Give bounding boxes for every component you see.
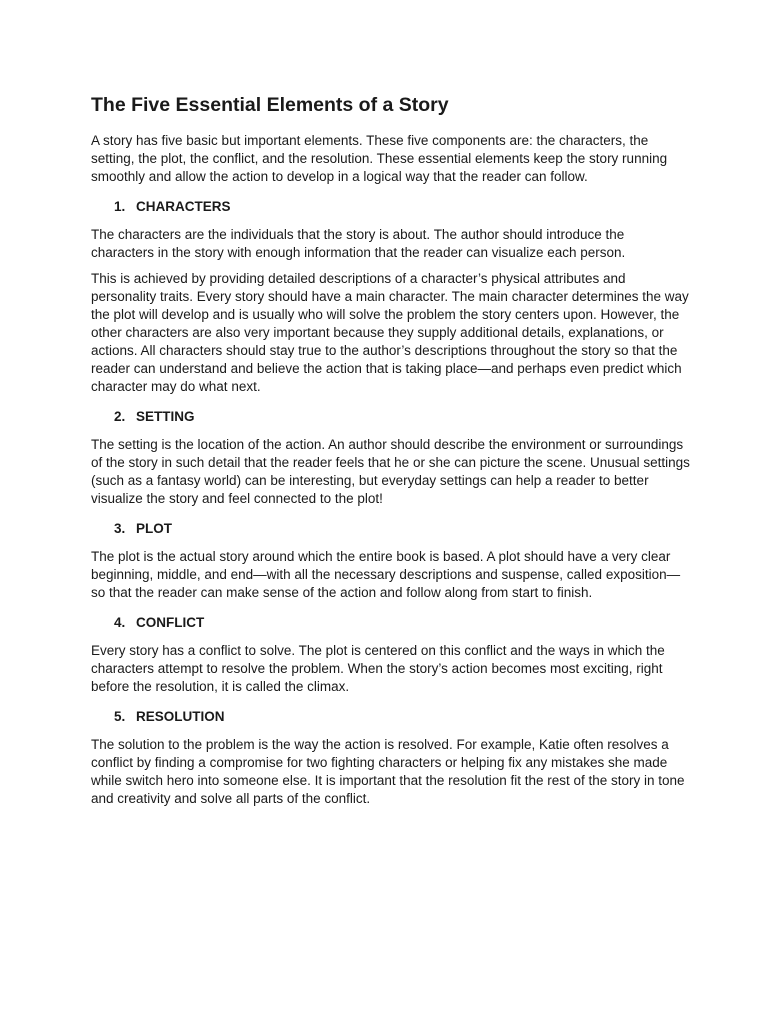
section-plot [91,520,691,602]
document-page [91,92,691,816]
section-heading [91,408,691,426]
section-number: 5. [114,709,126,724]
section-heading-label: SETTING [136,409,195,424]
section-heading-label: PLOT [136,521,172,536]
section-paragraph: This is achieved by providing detailed descriptions of a character’s physical attributes and personality traits. Every story should have a main character. The main character determines the way the plot will develop and is usually who will solve the problem the story centers upon. However, the other characters are also very important because they supply additional details, explanations, or actions. All characters should stay true to the author’s descriptions throughout the story so that the reader can understand and believe the action that is taking place—and perhaps even predict which character may do what next. [91,271,689,394]
section-paragraph: The solution to the problem is the way the action is resolved. For example, Katie often resolves a conflict by finding a compromise for two fighting characters or helping fix any mistakes she made while switch hero into someone else. It is important that the resolution fit the rest of the story in tone and creativity and solve all parts of the conflict. [91,737,685,806]
section-number: 4. [114,615,126,630]
section-number: 1. [114,199,126,214]
section-paragraph: The characters are the individuals that the story is about. The author should introduce the characters in the story with enough information that the reader can visualize each person. [91,227,626,260]
section-paragraph: The setting is the location of the action. An author should describe the environment or surroundings of the story in such detail that the reader feels that he or she can picture the scene. Unusual settings (such as a fantasy world) can be interesting, but everyday settings can help a reader to better visualize the story and feel connected to the plot! [91,437,690,506]
section-heading [91,614,691,632]
section-heading [91,520,691,538]
section-paragraph: The plot is the actual story around which the entire book is based. A plot should have a very clear beginning, middle, and end—with all the necessary descriptions and suspense, called exposition—so that the reader can make sense of the action and follow along from start to finish. [91,549,681,600]
section-conflict [91,614,691,696]
section-characters [91,198,691,396]
section-number: 2. [114,409,126,424]
section-resolution [91,708,691,808]
section-heading [91,708,691,726]
document-title: The Five Essential Elements of a Story [91,94,449,116]
section-paragraph: Every story has a conflict to solve. The plot is centered on this conflict and the ways in which the characters attempt to resolve the problem. When the story’s action becomes most exciting, right before the resolution, it is called the climax. [91,643,665,694]
intro-paragraph: A story has five basic but important elements. These five components are: the characters, the setting, the plot, the conflict, and the resolution. These essential elements keep the story running smoothly and allow the action to develop in a logical way that the reader can follow. [91,133,668,184]
section-setting [91,408,691,508]
section-heading-label: RESOLUTION [136,709,225,724]
section-number: 3. [114,521,126,536]
section-heading-label: CONFLICT [136,615,205,630]
section-heading [91,198,691,216]
section-heading-label: CHARACTERS [136,199,231,214]
